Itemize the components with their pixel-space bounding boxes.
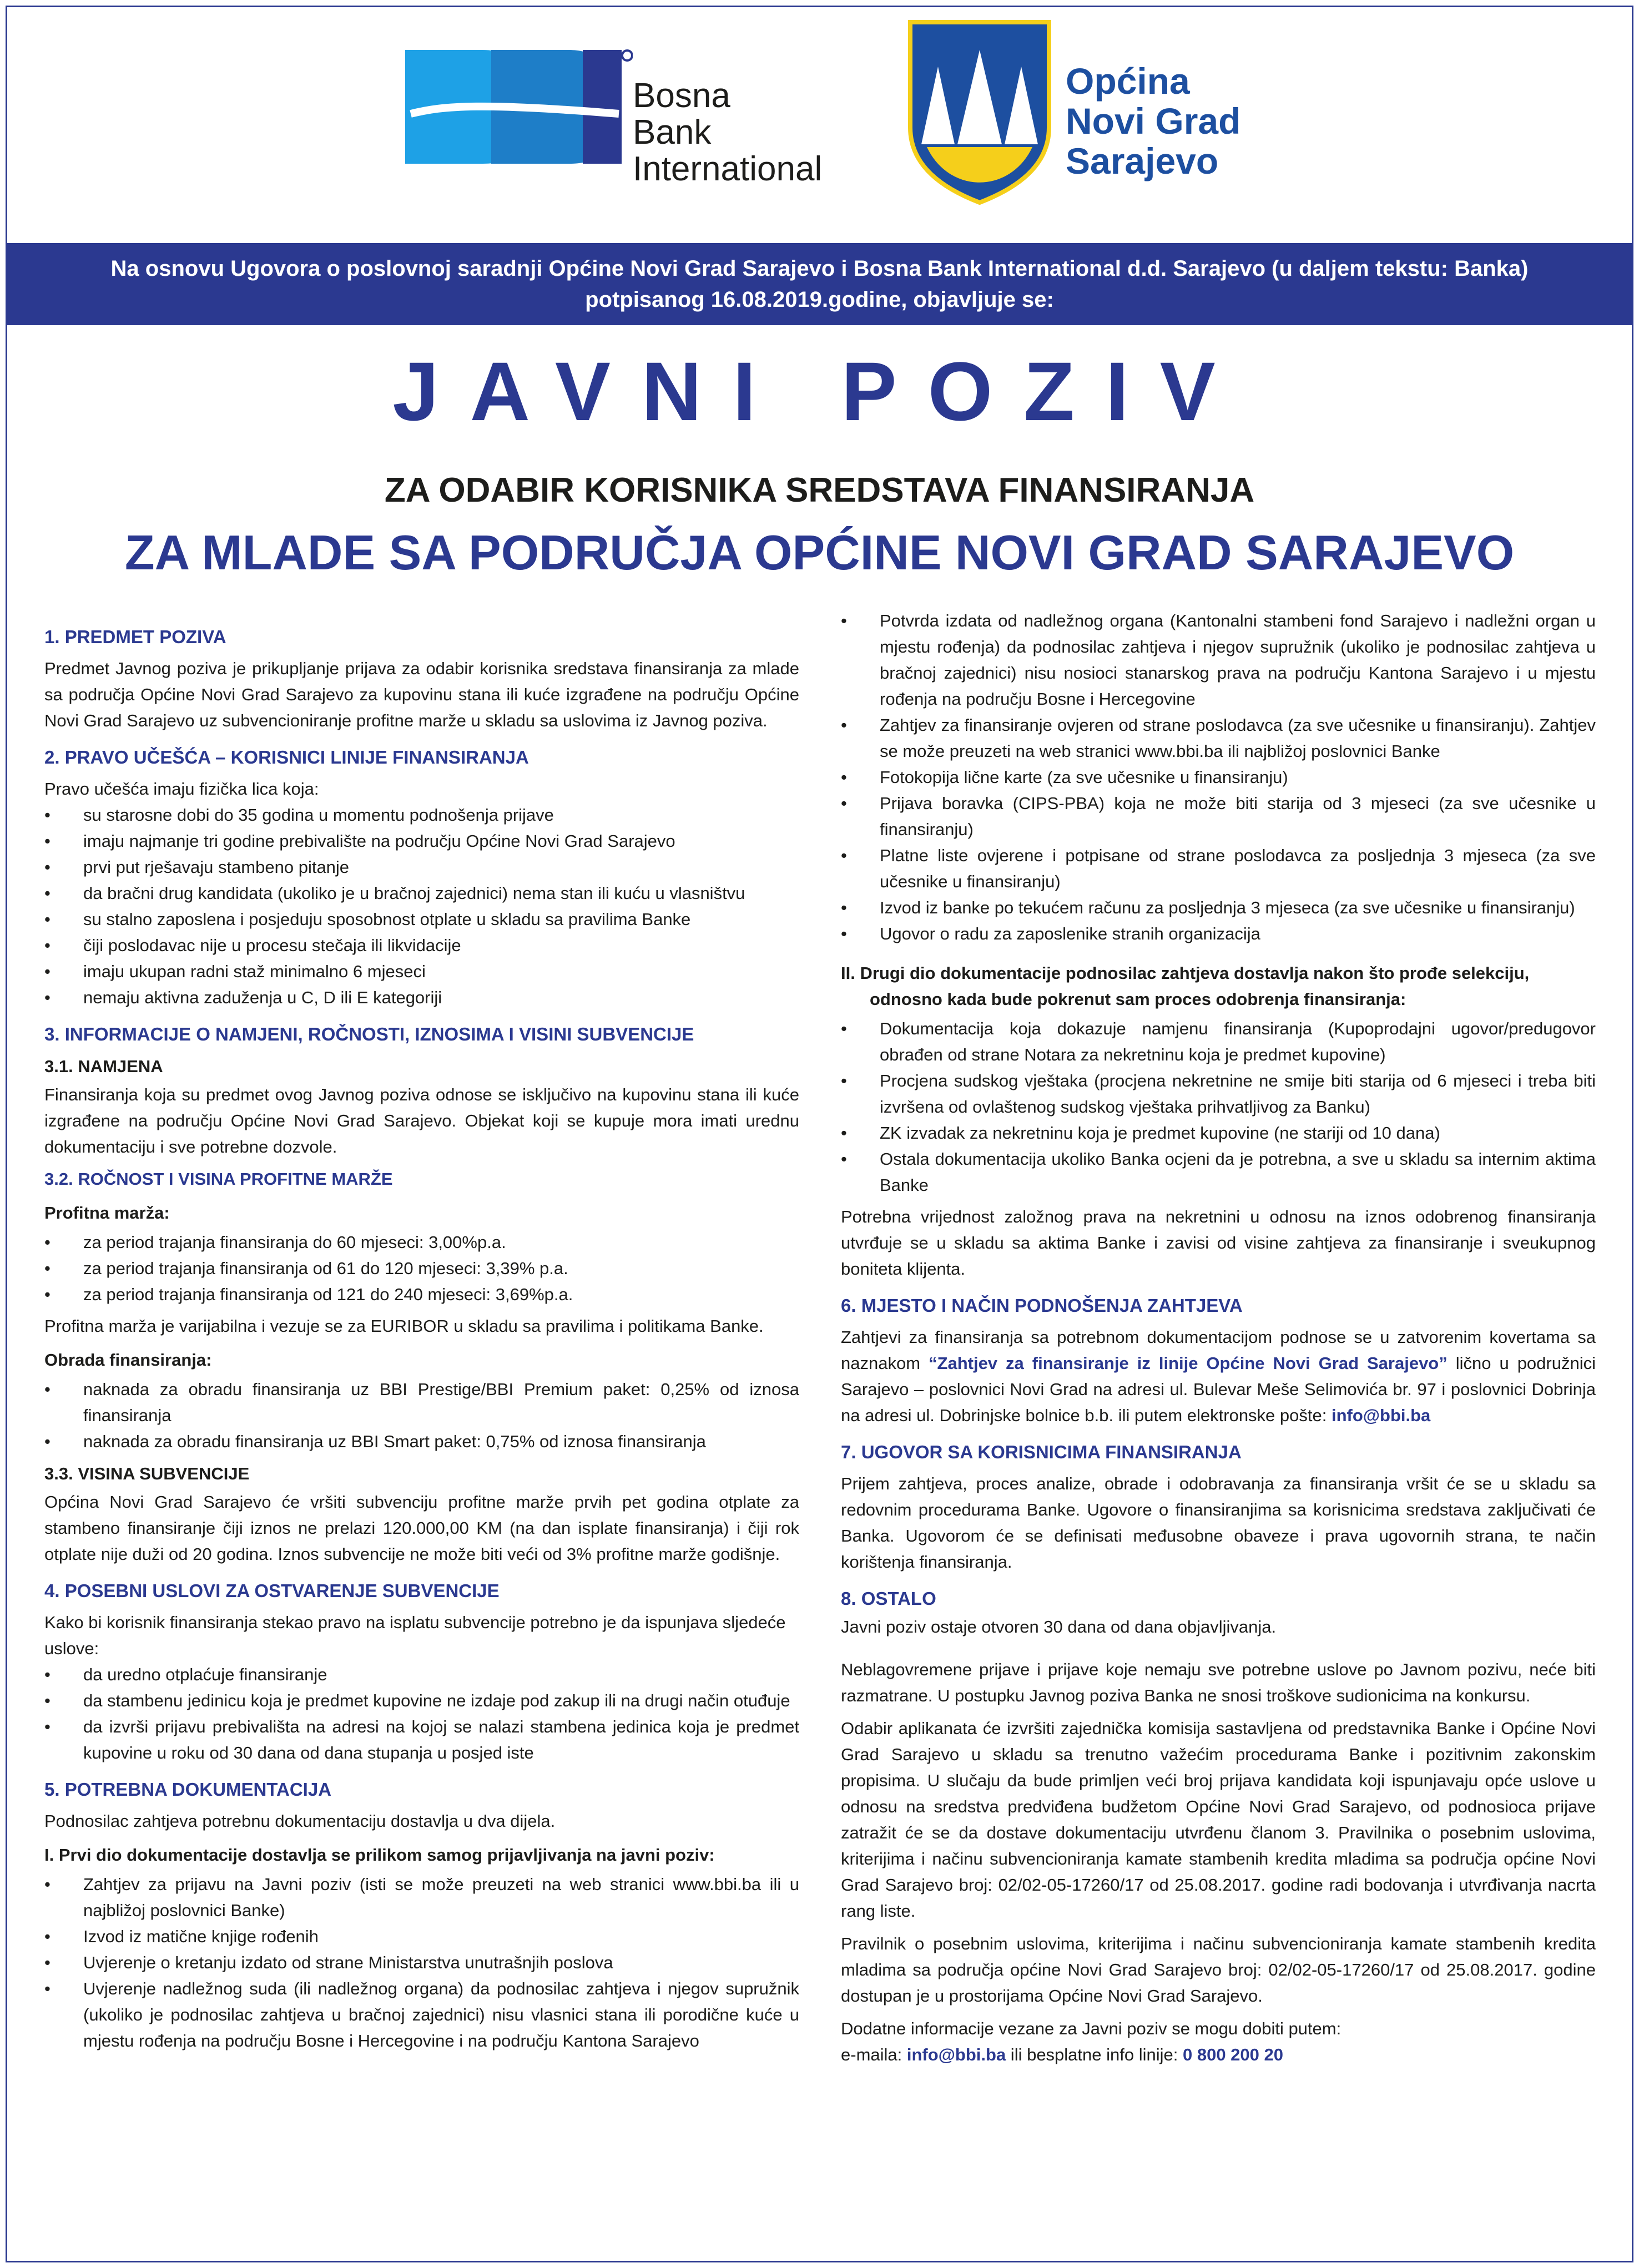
list-item: • Zahtjev za finansiranje ovjeren od strane poslodavca (za sve učesnike u finansiranju). Zahtjev se može preuzeti na web stranici www.bbi.ba ili najbližoj poslovnici Banke (841, 712, 1596, 764)
section-8-p5-line1: Dodatne informacije vezane za Javni poziv se mogu dobiti putem: (841, 2019, 1342, 2038)
intro-banner (7, 243, 1632, 325)
section-7-text: Prijem zahtjeva, proces analize, obrade i odobravanja za finansiranja vršit će se u skladu sa redovnim procedurama Banke. Ugovore o finansiranjima sa korisnicima sredstava zaključivati će Banka. Ugovorom će se definisati međusobne obaveze i prava ugovornih strana, te način korištenja finansiranja. (841, 1474, 1596, 1572)
section-6-quote: “Zahtjev za finansiranje iz linije Općine Novi Grad Sarajevo” (929, 1353, 1448, 1373)
section-6-text-b: lično u podružnici Sarajevo – poslovnici Novi Grad na adresi ul. Bulevar Meše Selimovića br. 97 i poslovnici Dobrinja na adresi ul. Dobrinjske bolnice b.b. ili putem elektronske pošte: (841, 1353, 1596, 1425)
list-item: • Prijava boravka (CIPS-PBA) koja ne može biti starija od 3 mjeseci (za sve učesnike u finansiranju) (841, 790, 1596, 842)
info-phone-link[interactable]: 0 800 200 20 (1182, 2045, 1283, 2064)
section-5-heading: 5. POTREBNA DOKUMENTACIJA (44, 1779, 332, 1800)
page-title: JAVNI POZIV (392, 345, 1247, 438)
list-item: • su stalno zaposlena i posjeduju sposobnost otplate u skladu sa pravilima Banke (44, 906, 799, 932)
list-item: • naknada za obradu finansiranja uz BBI Prestige/BBI Premium paket: 0,25% od iznosa finansiranja (44, 1376, 799, 1428)
section-3-2-heading: 3.2. ROČNOST I VISINA PROFITNE MARŽE (44, 1169, 393, 1189)
bbi-logo-line-3: International (633, 150, 823, 188)
conditions-list (44, 1661, 799, 1766)
section-1-heading: 1. PREDMET POZIVA (44, 627, 226, 647)
section-8-heading: 8. OSTALO (841, 1588, 936, 1609)
list-item: • Uvjerenje nadležnog suda (ili nadležnog organa) da podnosilac zahtjeva i njegov supružnik (ukoliko je podnosilac zahtjeva u bračnoj zajednici) nisu vlasnici stana ili porodične kuće u mjestu rođenja na području Bosne i Hercegovine i na području Kantona Sarajevo (44, 1976, 799, 2054)
bbi-logo (400, 39, 855, 188)
opcina-logo-line-1: Općina (1066, 60, 1190, 102)
section-6-text-a: Zahtjevi za finansiranja sa potrebnom dokumentacijom podnose se u zatvorenim kovertama sa naznakom (841, 1327, 1596, 1373)
section-3-1-heading: 3.1. NAMJENA (44, 1057, 163, 1076)
list-item: • da uredno otplaćuje finansiranje (44, 1661, 799, 1688)
contact-prefix: e-maila: (841, 2045, 907, 2064)
list-item: • Platne liste ovjerene i potpisane od strane poslodavca za posljednja 3 mjeseca (za sve učesnike u finansiranju) (841, 842, 1596, 895)
section-4-intro: Kako bi korisnik finansiranja stekao pravo na isplatu subvencije potrebno je da ispunjava sljedeće uslove: (44, 1613, 786, 1658)
list-item: • za period trajanja finansiranja od 121 do 240 mjeseci: 3,69%p.a. (44, 1281, 799, 1307)
list-item: • za period trajanja finansiranja do 60 mjeseci: 3,00%p.a. (44, 1229, 799, 1255)
list-item: • da stambenu jedinicu koja je predmet kupovine ne izdaje pod zakup ili na drugi način otuđuje (44, 1688, 799, 1714)
email-link[interactable]: info@bbi.ba (1331, 1406, 1431, 1425)
section-2-intro: Pravo učešća imaju fizička lica koja: (44, 779, 319, 799)
contact-email-link[interactable]: info@bbi.ba (906, 2045, 1006, 2064)
list-item: • Dokumentacija koja dokazuje namjenu finansiranja (Kupoprodajni ugovor/predugovor obrađen od strane Notara za nekretninu koja je predmet kupovine) (841, 1016, 1596, 1068)
opcina-logo-line-3: Sarajevo (1066, 140, 1219, 181)
list-item: • prvi put rješavaju stambeno pitanje (44, 854, 799, 880)
section-4-heading: 4. POSEBNI USLOVI ZA OSTVARENJE SUBVENCIJE (44, 1580, 500, 1601)
list-item: • nemaju aktivna zaduženja u C, D ili E kategoriji (44, 984, 799, 1011)
list-item: • Uvjerenje o kretanju izdato od strane Ministarstva unutrašnjih poslova (44, 1949, 799, 1976)
list-item: • čiji poslodavac nije u procesu stečaja ili likvidacije (44, 932, 799, 958)
section-8-contact (841, 2042, 1596, 2068)
margin-note: Profitna marža je varijabilna i vezuje se za EURIBOR u skladu sa pravilima i politikama Banke. (44, 1316, 764, 1336)
section-8-p2: Neblagovremene prijave i prijave koje nemaju sve potrebne uslove po Javnom pozivu, neće biti razmatrane. U postupku Javnog poziva Banka ne snosi troškove sudionicima na konkursu. (841, 1660, 1596, 1705)
opcina-logo-line-2: Novi Grad (1066, 100, 1241, 142)
section-7-heading: 7. UGOVOR SA KORISNICIMA FINANSIRANJA (841, 1442, 1242, 1462)
documents-part-2-label: II. Drugi dio dokumentacije podnosilac zahtjeva dostavlja nakon što prođe selekciju, odnosno kada bude pokrenut sam proces odobrenja finansiranja: (841, 963, 1530, 1009)
opcina-logo (905, 17, 1304, 205)
documents-part-1-list (44, 1871, 799, 2054)
fee-label: Obrada finansiranja: (44, 1350, 212, 1370)
list-item: • Ostala dokumentacija ukoliko Banka ocjeni da je potrebna, a sve u skladu sa internim aktima Banke (841, 1146, 1596, 1198)
list-item: • Procjena sudskog vještaka (procjena nekretnine ne smije biti starija od 6 mjeseci i treba biti izvršena od ovlaštenog sudskog vještaka prihvatljivog za Banku) (841, 1068, 1596, 1120)
list-item: • Potvrda izdata od nadležnog organa (Kantonalni stambeni fond Sarajevo i nadležni organ u mjestu rođenja) da podnosilac zahtjeva i njegov supružnik (ukoliko je podnosilac zahtjeva u bračnoj zajednici) nisu nosioci stanarskog prava na području Kantona Sarajevo i u mjestu rođenja na području Bosne i Hercegovine (841, 608, 1596, 712)
list-item: • naknada za obradu finansiranja uz BBI Smart paket: 0,75% od iznosa finansiranja (44, 1428, 799, 1454)
list-item: • da bračni drug kandidata (ukoliko je u bračnoj zajednici) nema stan ili kuću u vlasništvu (44, 880, 799, 906)
coat-of-arms-icon (905, 17, 1055, 205)
documents-part-1-label: I. Prvi dio dokumentacije dostavlja se prilikom samog prijavljivanja na javni poziv: (44, 1845, 715, 1865)
section-8-p3: Odabir aplikanata će izvršiti zajednička komisija sastavljena od predstavnika Banke i Općine Novi Grad Sarajevo u skladu sa trenutno važećim procedurama Banke i pozitivnim zakonskim propisima. U slučaju da bude primljen veći broj prijava kandidata koji ispunjavaju opće uslove u odnosu na sredstva predviđena budžetom Općine Novi Grad Sarajevo, od podnosioca prijave zatražit će se da dostave dokumentaciju utvrđenu članom 3. Pravilnika o posebnim uslovima, kriterijima i načinu subvencioniranja kamate stambenih kredita mladima sa područja općine Novi Grad Sarajevo broj: 02/02-05-17260/17 od 25.08.2017. godine radi bodovanja i utvrđivanja nacrta rang liste. (841, 1719, 1596, 1921)
banner-line-1: Na osnovu Ugovora o poslovnoj saradnji Općine Novi Grad Sarajevo i Bosna Bank International d.d. Sarajevo (u daljem tekstu: Banka) (110, 256, 1529, 281)
section-3-3-heading: 3.3. VISINA SUBVENCIJE (44, 1464, 250, 1483)
right-column (841, 608, 1596, 2068)
list-item: • Zahtjev za prijavu na Javni poziv (isti se može preuzeti na web stranici www.bbi.ba ili u najbližoj poslovnici Banke) (44, 1871, 799, 1923)
banner-line-2: potpisanog 16.08.2019.godine, objavljuje se: (585, 287, 1054, 312)
section-1-text: Predmet Javnog poziva je prikupljanje prijava za odabir korisnika sredstava finansiranja za mlade sa područja Općine Novi Grad Sarajevo za kupovinu stana ili kuće izgrađene na području Općine Novi Grad Sarajevo uz subvencioniranje profitne marže u skladu sa uslovima iz Javnog poziva. (44, 659, 799, 730)
margin-label: Profitna marža: (44, 1203, 170, 1223)
list-item: • su starosne dobi do 35 godina u momentu podnošenja prijave (44, 802, 799, 828)
subtitle-primary: ZA ODABIR KORISNIKA SREDSTAVA FINANSIRANJA (384, 471, 1255, 509)
section-5-intro: Podnosilac zahtjeva potrebnu dokumentaciju dostavlja u dva dijela. (44, 1811, 556, 1831)
bbi-logo-line-2: Bank (633, 113, 712, 151)
documents-closing-text: Potrebna vrijednost založnog prava na nekretnini u odnosu na iznos odobrenog finansiranja utvrđuje se u skladu sa aktima Banke i zavisi od visine zahtjeva za finansiranje i sveukupnog boniteta klijenta. (841, 1207, 1596, 1279)
section-2-heading: 2. PRAVO UČEŠĆA – KORISNICI LINIJE FINANSIRANJA (44, 747, 529, 767)
section-8-p1: Javni poziv ostaje otvoren 30 dana od dana objavljivanja. (841, 1617, 1277, 1636)
list-item: • Izvod iz matične knjige rođenih (44, 1923, 799, 1949)
documents-part-1-list-continued (841, 608, 1596, 947)
fee-list (44, 1376, 799, 1454)
section-6-heading: 6. MJESTO I NAČIN PODNOŠENJA ZAHTJEVA (841, 1295, 1243, 1316)
eligibility-list (44, 802, 799, 1011)
list-item: • ZK izvadak za nekretninu koja je predmet kupovine (ne stariji od 10 dana) (841, 1120, 1596, 1146)
margin-list (44, 1229, 799, 1307)
list-item: • da izvrši prijavu prebivališta na adresi na kojoj se nalazi stambena jedinica koja je predmet kupovine u roku od 30 dana od dana stupanja u posjed iste (44, 1714, 799, 1766)
list-item: • Ugovor o radu za zaposlenike stranih organizacija (841, 921, 1596, 947)
list-item: • imaju ukupan radni staž minimalno 6 mjeseci (44, 958, 799, 984)
list-item: • za period trajanja finansiranja od 61 do 120 mjeseci: 3,39% p.a. (44, 1255, 799, 1281)
list-item: • Fotokopija lične karte (za sve učesnike u finansiranju) (841, 764, 1596, 790)
list-item: • Izvod iz banke po tekućem računu za posljednja 3 mjeseca (za sve učesnike u finansiranju) (841, 895, 1596, 921)
section-3-1-text: Finansiranja koja su predmet ovog Javnog poziva odnose se isključivo na kupovinu stana ili kuće izgrađene na području Općine Novi Grad Sarajevo. Objekat koji se kupuje mora imati urednu dokumentaciju i sve potrebne dozvole. (44, 1085, 799, 1156)
bbi-logo-line-1: Bosna (633, 77, 730, 115)
documents-part-2-list (841, 1016, 1596, 1198)
subtitle-secondary: ZA MLADE SA PODRUČJA OPĆINE NOVI GRAD SARAJEVO (124, 525, 1515, 580)
section-8-p4: Pravilnik o posebnim uslovima, kriterijima i načinu subvencioniranja kamate stambenih kredita mladima sa područja općine Novi Grad Sarajevo broj: 02/02-05-17260/17 od 25.08.2017. godine dostupan je u prostorijama Općine Novi Grad Sarajevo. (841, 1934, 1596, 2006)
list-item: • imaju najmanje tri godine prebivalište na području Općine Novi Grad Sarajevo (44, 828, 799, 854)
bbi-logo-mark (400, 39, 633, 183)
section-3-heading: 3. INFORMACIJE O NAMJENI, ROČNOSTI, IZNOSIMA I VISINI SUBVENCIJE (44, 1024, 694, 1044)
contact-mid: ili besplatne info linije: (1006, 2045, 1183, 2064)
section-6-text (841, 1324, 1596, 1428)
left-column (44, 613, 799, 2059)
section-3-3-text: Općina Novi Grad Sarajevo će vršiti subvenciju profitne marže prvih pet godina otplate za stambeno finansiranje čiji iznos ne prelazi 120.000,00 KM (na dan isplate finansiranja) i čiji rok otplate nije duži od 20 godina. Iznos subvencije ne može biti veći od 3% profitne marže godišnje. (44, 1492, 799, 1564)
